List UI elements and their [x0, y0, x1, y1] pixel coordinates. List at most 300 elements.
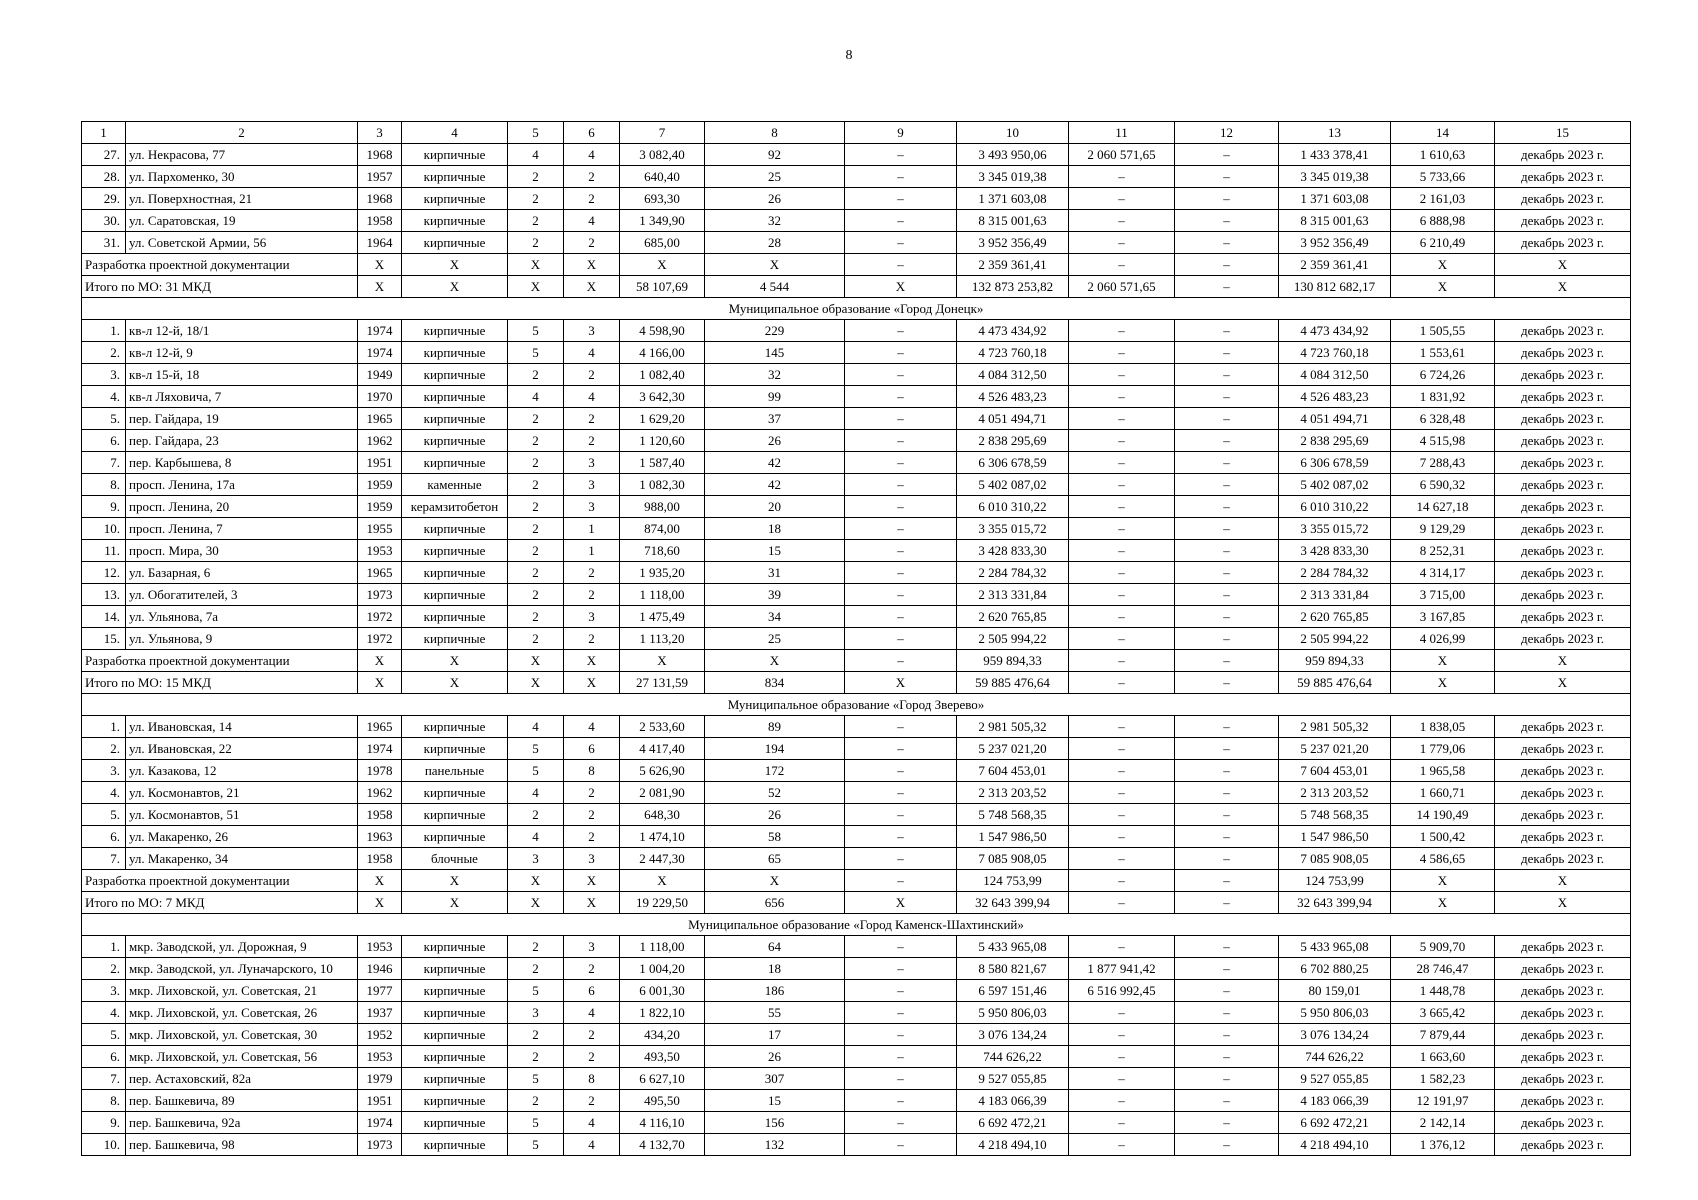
table-row	[82, 430, 1631, 452]
table-cell: –	[845, 804, 957, 826]
summary-cell: X	[358, 672, 402, 694]
table-cell: 6.	[82, 1046, 126, 1068]
table-row	[82, 1112, 1631, 1134]
table-cell: 156	[705, 1112, 845, 1134]
summary-cell: X	[1495, 892, 1631, 914]
section-title: Муниципальное образование «Город Зверево»	[82, 694, 1631, 716]
table-cell: –	[845, 430, 957, 452]
table-cell: 2	[564, 364, 620, 386]
table-cell: 2 838 295,69	[1279, 430, 1391, 452]
table-cell: 26	[705, 430, 845, 452]
table-cell: декабрь 2023 г.	[1495, 936, 1631, 958]
table-cell: 28.	[82, 166, 126, 188]
table-cell: 7 604 453,01	[957, 760, 1069, 782]
table-cell: 2 620 765,85	[1279, 606, 1391, 628]
table-cell: 1 474,10	[620, 826, 705, 848]
summary-cell: X	[402, 870, 508, 892]
summary-cell: –	[845, 870, 957, 892]
table-cell: 5	[508, 738, 564, 760]
summary-row	[82, 870, 1631, 892]
table-cell: 1970	[358, 386, 402, 408]
table-cell: –	[1175, 408, 1279, 430]
table-cell: 4 218 494,10	[957, 1134, 1069, 1156]
table-cell: 2	[508, 958, 564, 980]
table-cell: –	[1069, 1112, 1175, 1134]
table-cell: 2 060 571,65	[1069, 144, 1175, 166]
column-number-cell: 14	[1391, 122, 1495, 144]
summary-cell: 124 753,99	[1279, 870, 1391, 892]
table-cell: мкр. Лиховской, ул. Советская, 21	[126, 980, 358, 1002]
table-cell: 20	[705, 496, 845, 518]
table-cell: декабрь 2023 г.	[1495, 782, 1631, 804]
table-cell: 5 402 087,02	[957, 474, 1069, 496]
table-cell: 693,30	[620, 188, 705, 210]
table-cell: 1958	[358, 804, 402, 826]
table-cell: –	[1175, 562, 1279, 584]
table-cell: ул. Советской Армии, 56	[126, 232, 358, 254]
table-row	[82, 1134, 1631, 1156]
table-cell: 52	[705, 782, 845, 804]
table-cell: 1 965,58	[1391, 760, 1495, 782]
table-cell: декабрь 2023 г.	[1495, 540, 1631, 562]
table-cell: 2	[508, 628, 564, 650]
table-cell: 1 629,20	[620, 408, 705, 430]
table-cell: –	[1069, 782, 1175, 804]
table-cell: –	[845, 232, 957, 254]
summary-row	[82, 276, 1631, 298]
summary-cell: X	[1391, 650, 1495, 672]
table-cell: 5 748 568,35	[1279, 804, 1391, 826]
table-cell: 2	[564, 1046, 620, 1068]
summary-cell: 32 643 399,94	[1279, 892, 1391, 914]
summary-cell: X	[402, 276, 508, 298]
summary-label: Разработка проектной документации	[82, 870, 358, 892]
table-cell: 15.	[82, 628, 126, 650]
summary-cell: X	[508, 892, 564, 914]
table-cell: кирпичные	[402, 342, 508, 364]
table-cell: 2	[508, 166, 564, 188]
table-cell: 1953	[358, 540, 402, 562]
table-cell: мкр. Лиховской, ул. Советская, 26	[126, 1002, 358, 1024]
table-cell: 1 433 378,41	[1279, 144, 1391, 166]
table-cell: –	[1175, 474, 1279, 496]
table-cell: 1 547 986,50	[1279, 826, 1391, 848]
table-cell: 6 001,30	[620, 980, 705, 1002]
table-cell: декабрь 2023 г.	[1495, 320, 1631, 342]
table-cell: блочные	[402, 848, 508, 870]
table-cell: 39	[705, 584, 845, 606]
table-cell: –	[845, 716, 957, 738]
summary-cell: X	[358, 276, 402, 298]
table-cell: кирпичные	[402, 980, 508, 1002]
table-cell: 3 167,85	[1391, 606, 1495, 628]
summary-cell: X	[620, 870, 705, 892]
table-cell: кирпичные	[402, 1024, 508, 1046]
table-cell: кирпичные	[402, 386, 508, 408]
section-title: Муниципальное образование «Город Каменск-Шахтинский»	[82, 914, 1631, 936]
table-cell: кирпичные	[402, 452, 508, 474]
table-cell: 1955	[358, 518, 402, 540]
table-cell: 14.	[82, 606, 126, 628]
table-cell: –	[1069, 430, 1175, 452]
summary-label: Разработка проектной документации	[82, 650, 358, 672]
table-cell: 6 516 992,45	[1069, 980, 1175, 1002]
table-cell: 2 505 994,22	[1279, 628, 1391, 650]
table-cell: 8	[564, 1068, 620, 1090]
table-cell: 4 515,98	[1391, 430, 1495, 452]
table-cell: 1 831,92	[1391, 386, 1495, 408]
table-cell: 1 118,00	[620, 584, 705, 606]
summary-cell: –	[1175, 254, 1279, 276]
table-cell: –	[1175, 540, 1279, 562]
summary-cell: X	[620, 254, 705, 276]
table-row	[82, 386, 1631, 408]
table-cell: 434,20	[620, 1024, 705, 1046]
table-cell: 1972	[358, 628, 402, 650]
table-cell: 2	[508, 452, 564, 474]
table-cell: –	[845, 958, 957, 980]
table-cell: декабрь 2023 г.	[1495, 408, 1631, 430]
table-cell: кирпичные	[402, 562, 508, 584]
section-title-row	[82, 298, 1631, 320]
table-cell: 10.	[82, 518, 126, 540]
table-cell: –	[1069, 408, 1175, 430]
table-cell: 1977	[358, 980, 402, 1002]
table-row	[82, 628, 1631, 650]
table-cell: 1951	[358, 1090, 402, 1112]
table-cell: 2	[564, 628, 620, 650]
summary-cell: X	[1391, 672, 1495, 694]
table-cell: 2 284 784,32	[1279, 562, 1391, 584]
table-cell: –	[845, 210, 957, 232]
table-cell: 2	[564, 826, 620, 848]
table-cell: 1 376,12	[1391, 1134, 1495, 1156]
table-cell: 1974	[358, 320, 402, 342]
table-cell: 1965	[358, 562, 402, 584]
table-cell: –	[1175, 232, 1279, 254]
table-cell: 14 190,49	[1391, 804, 1495, 826]
summary-label: Итого по МО: 31 МКД	[82, 276, 358, 298]
table-cell: 5 402 087,02	[1279, 474, 1391, 496]
table-cell: 2 284 784,32	[957, 562, 1069, 584]
table-cell: 5	[508, 760, 564, 782]
table-cell: керамзитобетон	[402, 496, 508, 518]
table-cell: кв-л 12-й, 18/1	[126, 320, 358, 342]
summary-cell: X	[402, 650, 508, 672]
table-cell: –	[845, 628, 957, 650]
table-cell: просп. Ленина, 20	[126, 496, 358, 518]
table-row	[82, 1046, 1631, 1068]
table-cell: 29.	[82, 188, 126, 210]
table-cell: ул. Пархоменко, 30	[126, 166, 358, 188]
table-cell: 2.	[82, 738, 126, 760]
table-cell: ул. Космонавтов, 51	[126, 804, 358, 826]
table-row	[82, 1024, 1631, 1046]
summary-cell: X	[705, 254, 845, 276]
column-number-cell: 13	[1279, 122, 1391, 144]
table-cell: кирпичные	[402, 1046, 508, 1068]
table-cell: 4	[564, 342, 620, 364]
table-cell: 2.	[82, 958, 126, 980]
summary-cell: 58 107,69	[620, 276, 705, 298]
table-cell: 4	[564, 716, 620, 738]
table-cell: 2	[508, 562, 564, 584]
table-cell: 5	[508, 320, 564, 342]
summary-cell: X	[508, 650, 564, 672]
table-cell: декабрь 2023 г.	[1495, 144, 1631, 166]
table-cell: 1953	[358, 936, 402, 958]
summary-cell: –	[1175, 892, 1279, 914]
table-cell: 4	[564, 1134, 620, 1156]
summary-cell: –	[1069, 870, 1175, 892]
table-cell: 5 237 021,20	[1279, 738, 1391, 760]
summary-row	[82, 672, 1631, 694]
table-cell: 1958	[358, 848, 402, 870]
table-cell: 8.	[82, 474, 126, 496]
table-cell: 1 120,60	[620, 430, 705, 452]
table-cell: кирпичные	[402, 210, 508, 232]
summary-cell: –	[845, 254, 957, 276]
table-cell: пер. Карбышева, 8	[126, 452, 358, 474]
table-cell: –	[1175, 1090, 1279, 1112]
table-cell: –	[1175, 716, 1279, 738]
table-cell: –	[1069, 474, 1175, 496]
table-cell: –	[1175, 496, 1279, 518]
table-cell: кирпичные	[402, 144, 508, 166]
table-cell: –	[1175, 452, 1279, 474]
table-cell: кирпичные	[402, 430, 508, 452]
section-title-row	[82, 694, 1631, 716]
table-cell: 5 433 965,08	[1279, 936, 1391, 958]
table-cell: 58	[705, 826, 845, 848]
table-cell: 2 142,14	[1391, 1112, 1495, 1134]
table-cell: 1946	[358, 958, 402, 980]
table-cell: 4	[508, 826, 564, 848]
table-cell: 9 527 055,85	[957, 1068, 1069, 1090]
summary-cell: X	[358, 870, 402, 892]
summary-cell: X	[845, 672, 957, 694]
table-cell: 2	[564, 232, 620, 254]
table-cell: 7 085 908,05	[1279, 848, 1391, 870]
table-cell: ул. Космонавтов, 21	[126, 782, 358, 804]
table-row	[82, 738, 1631, 760]
table-cell: –	[1175, 782, 1279, 804]
table-row	[82, 980, 1631, 1002]
table-cell: 64	[705, 936, 845, 958]
table-row	[82, 848, 1631, 870]
column-number-cell: 10	[957, 122, 1069, 144]
table-cell: 2 313 203,52	[957, 782, 1069, 804]
column-number-cell: 4	[402, 122, 508, 144]
table-cell: 4	[564, 1002, 620, 1024]
table-cell: 6.	[82, 826, 126, 848]
summary-cell: X	[1391, 870, 1495, 892]
table-cell: кирпичные	[402, 364, 508, 386]
table-cell: 1953	[358, 1046, 402, 1068]
table-cell: 1974	[358, 342, 402, 364]
table-cell: 32	[705, 210, 845, 232]
table-cell: –	[1175, 606, 1279, 628]
table-cell: 685,00	[620, 232, 705, 254]
table-cell: кирпичные	[402, 716, 508, 738]
table-row	[82, 804, 1631, 826]
table-cell: 3 428 833,30	[957, 540, 1069, 562]
table-cell: 2	[508, 408, 564, 430]
table-cell: кирпичные	[402, 188, 508, 210]
table-cell: 3	[564, 452, 620, 474]
summary-cell: X	[358, 892, 402, 914]
table-cell: 6 210,49	[1391, 232, 1495, 254]
table-cell: –	[845, 606, 957, 628]
table-row	[82, 452, 1631, 474]
table-cell: 3	[564, 474, 620, 496]
table-cell: 1965	[358, 408, 402, 430]
table-cell: 3	[508, 848, 564, 870]
table-cell: декабрь 2023 г.	[1495, 1024, 1631, 1046]
table-cell: –	[1175, 320, 1279, 342]
table-cell: 1 500,42	[1391, 826, 1495, 848]
summary-cell: –	[1175, 672, 1279, 694]
table-cell: 1973	[358, 584, 402, 606]
column-number-cell: 7	[620, 122, 705, 144]
table-cell: –	[1069, 232, 1175, 254]
table-cell: кирпичные	[402, 1134, 508, 1156]
table-cell: –	[1175, 804, 1279, 826]
summary-cell: X	[508, 254, 564, 276]
summary-cell: 59 885 476,64	[1279, 672, 1391, 694]
page-number: 8	[845, 48, 853, 63]
table-cell: –	[845, 474, 957, 496]
summary-cell: 130 812 682,17	[1279, 276, 1391, 298]
table-cell: ул. Ивановская, 22	[126, 738, 358, 760]
table-cell: 2	[508, 1024, 564, 1046]
table-cell: 4 417,40	[620, 738, 705, 760]
table-cell: –	[1069, 848, 1175, 870]
table-cell: 2	[564, 584, 620, 606]
table-cell: 7.	[82, 452, 126, 474]
table-cell: 4 218 494,10	[1279, 1134, 1391, 1156]
table-cell: декабрь 2023 г.	[1495, 342, 1631, 364]
table-cell: –	[1069, 760, 1175, 782]
table-row	[82, 936, 1631, 958]
table-cell: 7.	[82, 1068, 126, 1090]
table-cell: –	[1175, 628, 1279, 650]
table-cell: 2 161,03	[1391, 188, 1495, 210]
summary-cell: 2 359 361,41	[1279, 254, 1391, 276]
table-cell: –	[1069, 1002, 1175, 1024]
table-cell: просп. Ленина, 7	[126, 518, 358, 540]
table-cell: 1 118,00	[620, 936, 705, 958]
table-cell: 145	[705, 342, 845, 364]
table-cell: 5 748 568,35	[957, 804, 1069, 826]
table-cell: кирпичные	[402, 1068, 508, 1090]
table-cell: 2	[508, 210, 564, 232]
summary-cell: –	[1069, 672, 1175, 694]
table-cell: декабрь 2023 г.	[1495, 166, 1631, 188]
table-cell: 1	[564, 540, 620, 562]
table-row	[82, 540, 1631, 562]
table-cell: 2 981 505,32	[1279, 716, 1391, 738]
table-cell: 3 952 356,49	[957, 232, 1069, 254]
table-cell: 4	[564, 386, 620, 408]
table-cell: 5	[508, 980, 564, 1002]
table-cell: –	[1175, 936, 1279, 958]
table-cell: 13.	[82, 584, 126, 606]
table-cell: 26	[705, 804, 845, 826]
table-cell: –	[845, 496, 957, 518]
summary-cell: X	[508, 870, 564, 892]
table-cell: –	[1175, 1024, 1279, 1046]
table-cell: 1 779,06	[1391, 738, 1495, 760]
table-cell: 495,50	[620, 1090, 705, 1112]
table-cell: 172	[705, 760, 845, 782]
table-row	[82, 166, 1631, 188]
table-cell: ул. Поверхностная, 21	[126, 188, 358, 210]
table-cell: 5	[508, 1112, 564, 1134]
table-cell: 55	[705, 1002, 845, 1024]
table-cell: пер. Гайдара, 19	[126, 408, 358, 430]
table-cell: –	[1069, 364, 1175, 386]
summary-cell: X	[845, 276, 957, 298]
table-cell: ул. Обогатителей, 3	[126, 584, 358, 606]
summary-cell: 656	[705, 892, 845, 914]
table-cell: 17	[705, 1024, 845, 1046]
summary-cell: –	[1175, 650, 1279, 672]
table-cell: –	[845, 1112, 957, 1134]
table-cell: 2	[508, 1090, 564, 1112]
summary-cell: –	[1069, 650, 1175, 672]
table-cell: 6 692 472,21	[957, 1112, 1069, 1134]
table-cell: 1968	[358, 144, 402, 166]
summary-label: Итого по МО: 7 МКД	[82, 892, 358, 914]
table-cell: –	[1175, 1134, 1279, 1156]
summary-cell: X	[564, 672, 620, 694]
table-cell: –	[1069, 628, 1175, 650]
table-cell: 28	[705, 232, 845, 254]
table-cell: 1 371 603,08	[957, 188, 1069, 210]
table-cell: декабрь 2023 г.	[1495, 738, 1631, 760]
table-cell: 4.	[82, 782, 126, 804]
table-row	[82, 364, 1631, 386]
summary-cell: X	[402, 892, 508, 914]
table-cell: –	[845, 408, 957, 430]
table-cell: 3	[508, 1002, 564, 1024]
table-cell: 1 935,20	[620, 562, 705, 584]
table-cell: 648,30	[620, 804, 705, 826]
table-cell: –	[845, 848, 957, 870]
table-cell: –	[1175, 386, 1279, 408]
table-cell: 2	[508, 188, 564, 210]
table-cell: пер. Гайдара, 23	[126, 430, 358, 452]
table-cell: 2	[508, 474, 564, 496]
table-cell: 42	[705, 474, 845, 496]
table-cell: 5 626,90	[620, 760, 705, 782]
table-cell: 3 428 833,30	[1279, 540, 1391, 562]
section-title-row	[82, 914, 1631, 936]
table-cell: 3	[564, 848, 620, 870]
table-cell: 1 349,90	[620, 210, 705, 232]
summary-cell: 959 894,33	[957, 650, 1069, 672]
table-cell: 2	[508, 936, 564, 958]
table-row	[82, 606, 1631, 628]
table-cell: –	[845, 518, 957, 540]
table-cell: 3 665,42	[1391, 1002, 1495, 1024]
column-number-cell: 8	[705, 122, 845, 144]
table-cell: просп. Мира, 30	[126, 540, 358, 562]
table-cell: 3	[564, 320, 620, 342]
summary-cell: X	[1495, 672, 1631, 694]
table-cell: 8 315 001,63	[957, 210, 1069, 232]
